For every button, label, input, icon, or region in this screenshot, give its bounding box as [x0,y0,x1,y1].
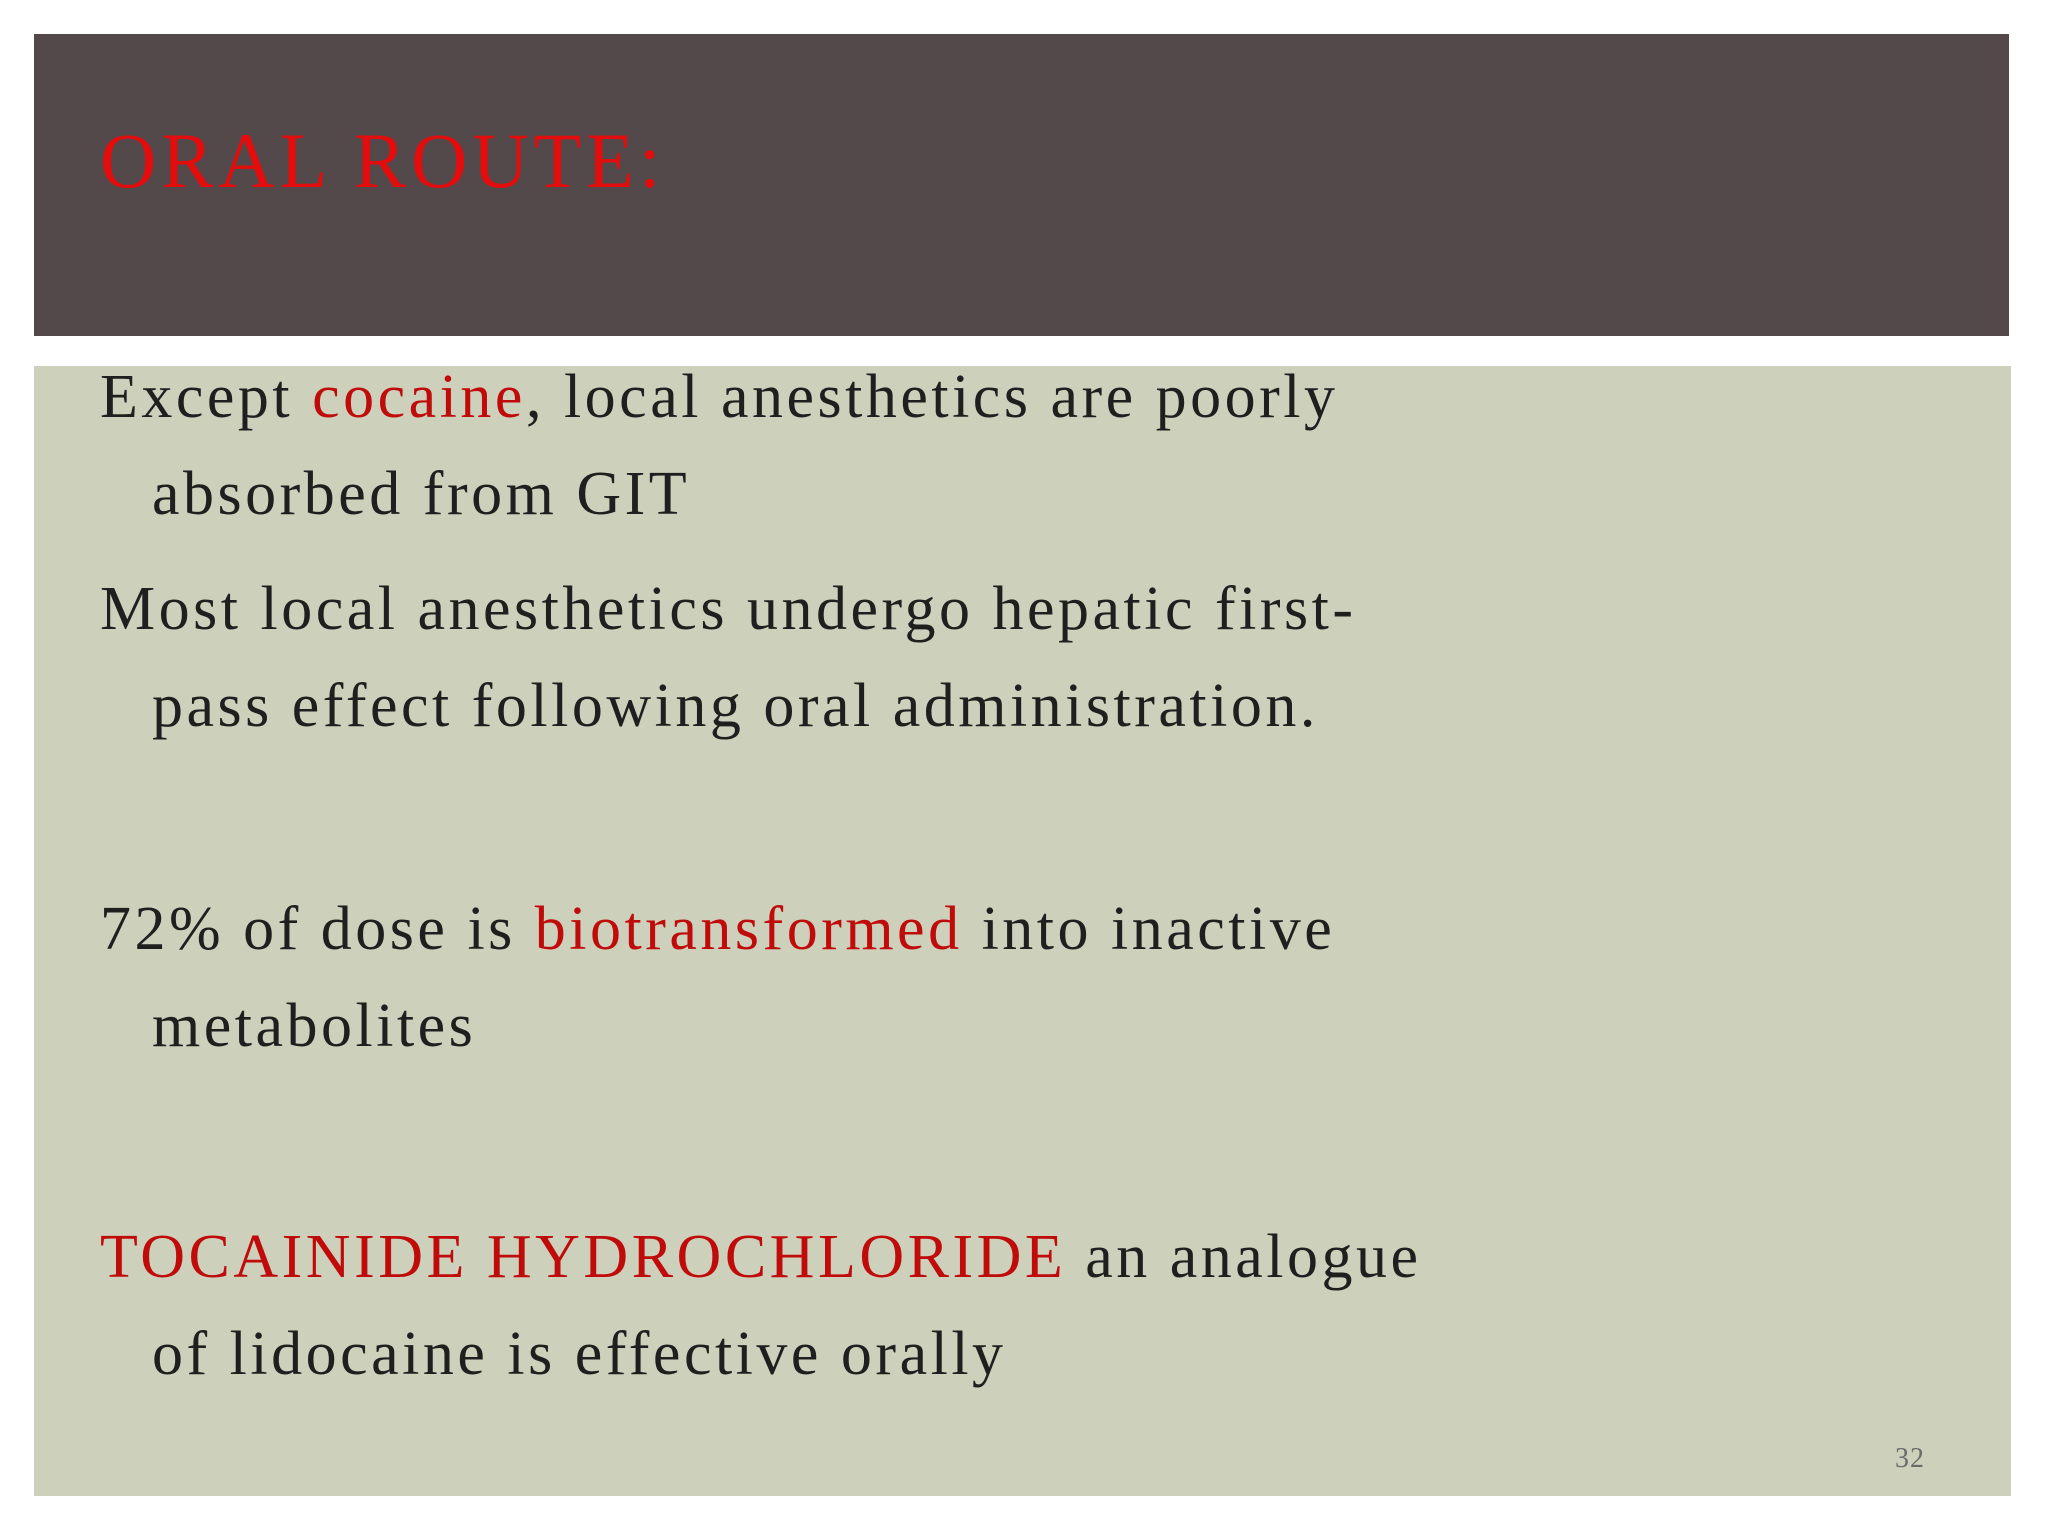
bullet-paragraph-4 [100,1223,1422,1388]
paragraph-4-line-2: of lidocaine is effective orally [152,1320,1007,1388]
title-bar [34,34,2009,336]
paragraph-2-line-2: pass effect following oral administration. [152,672,1319,740]
paragraph-1-line-1 [100,363,1339,431]
bullet-paragraph-3 [100,895,1336,1060]
bullet-paragraph-2 [100,575,1357,740]
highlighted-term: TOCAINIDE HYDROCHLORIDE [100,1223,1067,1291]
paragraph-3-line-1 [100,895,1336,963]
text-segment: Except [100,363,313,431]
highlighted-term: biotransformed [534,895,963,963]
slide-title: ORAL ROUTE: [100,117,666,204]
text-segment: into inactive [962,895,1336,963]
paragraph-2-line-1: Most local anesthetics undergo hepatic first- [100,575,1357,643]
text-segment: 72% of dose is [100,895,535,963]
paragraph-3-line-2: metabolites [152,992,477,1060]
highlighted-term: cocaine [312,363,526,431]
bullet-paragraph-1 [100,363,1339,528]
text-segment: an analogue [1066,1223,1422,1291]
paragraph-1-line-2: absorbed from GIT [152,460,691,528]
text-segment: , local anesthetics are poorly [525,363,1339,431]
slide-number: 32 [1895,1443,1925,1474]
content-panel [34,363,2011,1496]
paragraph-4-line-1 [100,1223,1422,1291]
